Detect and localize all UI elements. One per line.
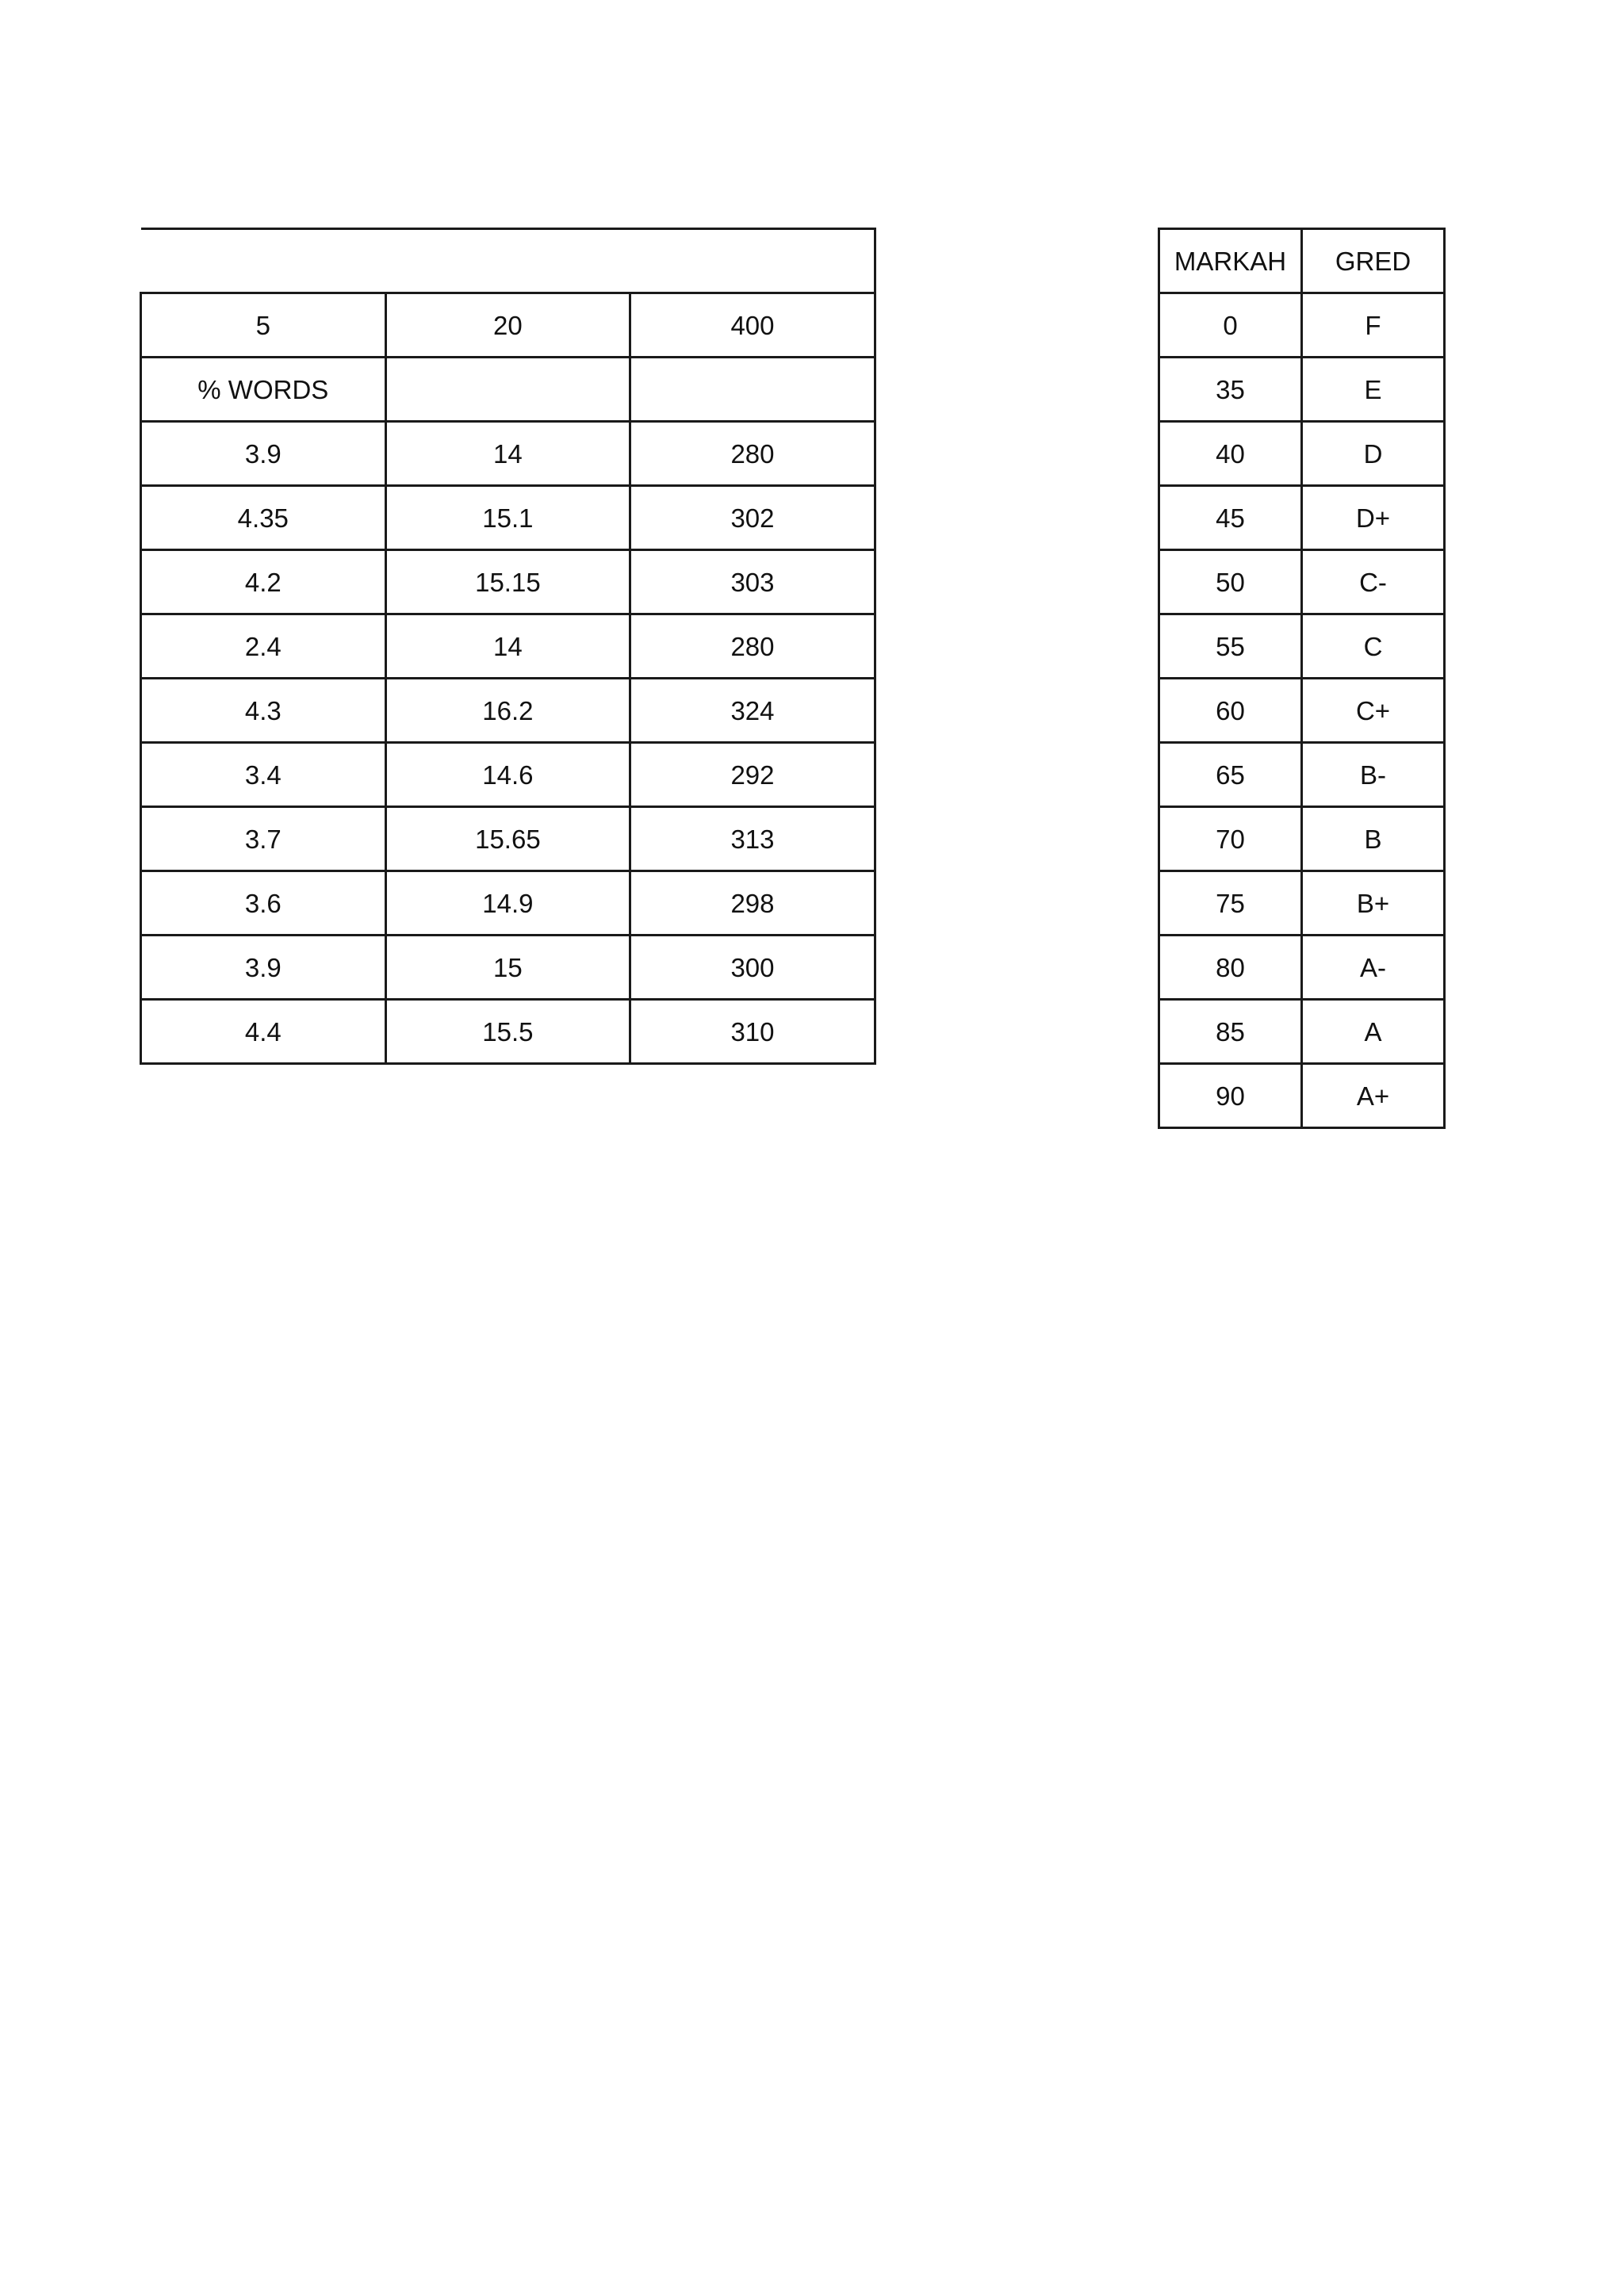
table-cell: 85 (1159, 1000, 1302, 1064)
table-cell: A+ (1302, 1064, 1445, 1128)
words-table-body (141, 229, 875, 1064)
table-cell: B+ (1302, 871, 1445, 936)
table-row (141, 1000, 875, 1064)
table-cell: 55 (1159, 614, 1302, 679)
table-cell: 303 (630, 550, 875, 614)
table-cell: C- (1302, 550, 1445, 614)
words-table-label-row (141, 358, 875, 422)
table-cell: 292 (630, 743, 875, 807)
table-cell: 4.4 (141, 1000, 386, 1064)
table-cell: A (1302, 1000, 1445, 1064)
table-cell: D (1302, 422, 1445, 486)
table-cell: 65 (1159, 743, 1302, 807)
table-cell: 5 (141, 293, 386, 358)
table-cell: 4.3 (141, 679, 386, 743)
table-cell: 35 (1159, 358, 1302, 422)
table-row (1159, 936, 1445, 1000)
table-cell: 14 (385, 422, 630, 486)
table-cell: 60 (1159, 679, 1302, 743)
table-cell: 300 (630, 936, 875, 1000)
words-table-header-row (141, 293, 875, 358)
table-cell: 302 (630, 486, 875, 550)
words-table-blank-header-cell (141, 229, 875, 293)
table-cell: 324 (630, 679, 875, 743)
table-cell: 400 (630, 293, 875, 358)
table-row (141, 486, 875, 550)
table-cell: 50 (1159, 550, 1302, 614)
table-cell: 15.1 (385, 486, 630, 550)
table-cell: 4.2 (141, 550, 386, 614)
table-cell: 3.9 (141, 936, 386, 1000)
words-table-blank-header-row (141, 229, 875, 293)
table-cell (385, 358, 630, 422)
table-cell: 3.4 (141, 743, 386, 807)
table-row (1159, 807, 1445, 871)
table-row (1159, 293, 1445, 358)
table-row (1159, 1000, 1445, 1064)
table-cell: E (1302, 358, 1445, 422)
grade-table-header-row (1159, 229, 1445, 293)
table-cell: 75 (1159, 871, 1302, 936)
table-cell: 298 (630, 871, 875, 936)
table-cell: 4.35 (141, 486, 386, 550)
grade-table (1158, 228, 1446, 1129)
table-cell: 16.2 (385, 679, 630, 743)
table-row (141, 807, 875, 871)
table-cell: 280 (630, 614, 875, 679)
table-row (141, 679, 875, 743)
grade-table-body (1159, 229, 1445, 1128)
table-cell: 40 (1159, 422, 1302, 486)
table-row (141, 550, 875, 614)
table-row (1159, 1064, 1445, 1128)
table-cell: 15.65 (385, 807, 630, 871)
table-cell: 70 (1159, 807, 1302, 871)
table-cell: 3.6 (141, 871, 386, 936)
table-cell: 90 (1159, 1064, 1302, 1128)
table-cell: 2.4 (141, 614, 386, 679)
table-cell: B- (1302, 743, 1445, 807)
table-cell: C (1302, 614, 1445, 679)
table-cell: 14.6 (385, 743, 630, 807)
table-cell: B (1302, 807, 1445, 871)
table-cell: 14.9 (385, 871, 630, 936)
table-cell: 15.5 (385, 1000, 630, 1064)
table-row (141, 614, 875, 679)
table-cell: D+ (1302, 486, 1445, 550)
table-cell: C+ (1302, 679, 1445, 743)
table-row (1159, 871, 1445, 936)
table-cell: % WORDS (141, 358, 386, 422)
table-cell: 313 (630, 807, 875, 871)
words-table (140, 228, 876, 1065)
table-cell: 15.15 (385, 550, 630, 614)
table-row (1159, 743, 1445, 807)
table-cell: 310 (630, 1000, 875, 1064)
table-cell: 45 (1159, 486, 1302, 550)
gred-header: GRED (1302, 229, 1445, 293)
table-cell: 15 (385, 936, 630, 1000)
table-cell: A- (1302, 936, 1445, 1000)
table-row (1159, 486, 1445, 550)
table-row (1159, 550, 1445, 614)
table-cell: 20 (385, 293, 630, 358)
table-row (141, 936, 875, 1000)
table-cell (630, 358, 875, 422)
markah-header: MARKAH (1159, 229, 1302, 293)
table-row (1159, 422, 1445, 486)
table-row (1159, 614, 1445, 679)
table-row (141, 871, 875, 936)
table-row (1159, 679, 1445, 743)
table-row (141, 422, 875, 486)
table-row (1159, 358, 1445, 422)
table-cell: 280 (630, 422, 875, 486)
table-cell: F (1302, 293, 1445, 358)
table-row (141, 743, 875, 807)
table-cell: 3.9 (141, 422, 386, 486)
table-cell: 14 (385, 614, 630, 679)
table-cell: 0 (1159, 293, 1302, 358)
table-cell: 80 (1159, 936, 1302, 1000)
table-cell: 3.7 (141, 807, 386, 871)
